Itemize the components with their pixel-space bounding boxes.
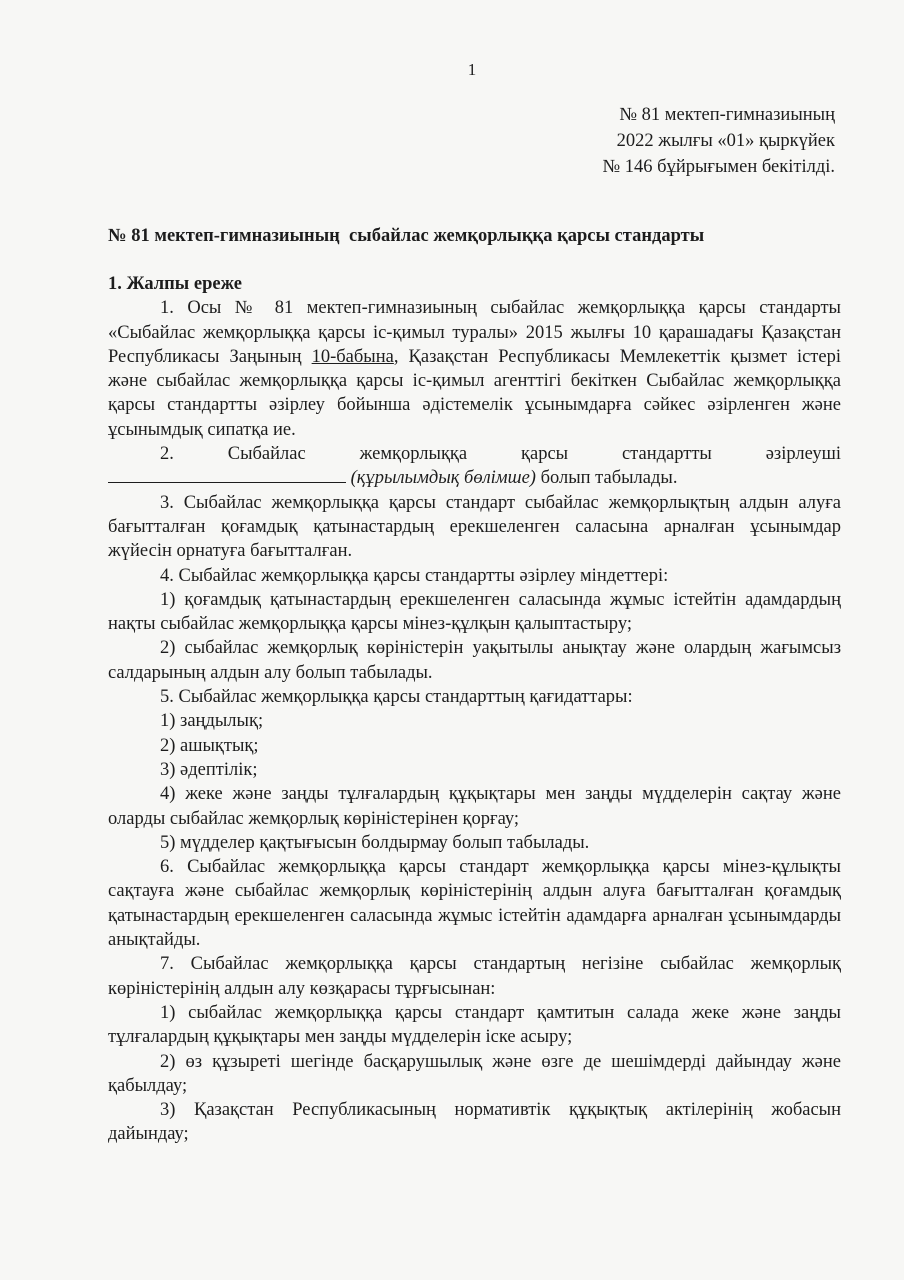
paragraph-5-item-1: 1) заңдылық; [160,711,264,732]
law-article-link[interactable]: 10-бабына [311,346,394,367]
paragraph-1 [108,296,841,442]
paragraph-7-item-1: 1) сыбайлас жемқорлыққа қарсы стандарт қамтитын салада жеке және заңды тұлғалардың құқықтары мен заңды мүдделерін іске асыру; [108,1002,841,1048]
paragraph-2-italic: (құрылымдық бөлімше) [350,468,536,489]
paragraph-4: 4. Сыбайлас жемқорлыққа қарсы стандартты әзірлеу міндеттері: [160,565,669,586]
paragraph-5-item-5: 5) мүдделер қақтығысын болдырмау болып табылады. [160,832,590,853]
page-number: 1 [467,60,477,79]
paragraph-1-text-a: 1. Осы № 81 мектеп-гимназиының сыбайлас жемқорлыққа қарсы стандарты «Сыбайлас жемқорлыққа қарсы іс-қимыл туралы» 2015 жылғы 10 қарашадағы Қазақстан Республикасы Заңының [108,298,841,367]
fill-in-blank [108,466,346,483]
paragraph-4-item-2: 2) сыбайлас жемқорлық көріністерін уақытылы анықтау және олардың жағымсыз салдарының алдын алу болып табылады. [108,638,841,683]
paragraph-7: 7. Сыбайлас жемқорлыққа қарсы стандартың негізіне сыбайлас жемқорлық көріністерінің алдын алу көзқарасы тұрғысынан: [108,954,841,999]
paragraph-3: 3. Сыбайлас жемқорлыққа қарсы стандарт сыбайлас жемқорлықтың алдын алуға бағытталған қоғамдық қатынастардың ерекшеленген саласына арналған ұсынымдар жүйесін орнатуға бағытталған. [108,492,841,562]
paragraph-4-item-1: 1) қоғамдық қатынастардың ерекшеленген саласында жұмыс істейтін адамдардың нақты сыбайлас жемқорлыққа қарсы мінез-құлқын қалыптастыру; [108,589,841,635]
approval-line-1: № 81 мектеп-гимназиының [619,105,835,125]
paragraph-2-line-2 [108,466,841,490]
paragraph-2-line-1: 2. Сыбайлас жемқорлыққа қарсы стандартты әзірлеуші [160,444,841,465]
paragraph-6: 6. Сыбайлас жемқорлыққа қарсы стандарт жемқорлыққа қарсы мінез-құлықты сақтауға және сыбайлас жемқорлық көріністерінің алдын алуға бағытталған қоғамдық қатынастардың ерекшеленген саласында жұмыс істейтін адамдарға арналған ұсынымдарды анықтайды. [108,857,841,951]
paragraph-2-rest: болып табылады. [535,468,678,489]
paragraph-5-item-4: 4) жеке және заңды тұлғалардың құқықтары мен заңды мүдделерін сақтау және оларды сыбайлас жемқорлық көріністерінен қорғау; [108,784,841,829]
approval-line-3: № 146 бұйрығымен бекітілді. [602,157,835,177]
paragraph-5-item-3: 3) әдептілік; [160,759,258,780]
paragraph-7-item-2: 2) өз құзыреті шегінде басқарушылық және өзге де шешімдерді дайындау және қабылдау; [108,1051,841,1096]
paragraph-1-text-b: , Қазақстан Республикасы Мемлекеттік қызмет істері және сыбайлас жемқорлыққа қарсы іс-қимыл агенттігі бекіткен Сыбайлас жемқорлыққа қарсы стандартты әзірлеу бойынша әдістемелік ұсынымдарға сәйкес әзірленген және ұсынымдық сипатқа ие. [108,346,841,440]
document-title: № 81 мектеп-гимназиының сыбайлас жемқорлыққа қарсы стандарты [108,226,705,246]
approval-block [603,102,836,180]
approval-line-2: 2022 жылғы «01» қыркүйек [616,131,835,151]
paragraph-5-item-2: 2) ашықтық; [160,735,259,756]
section-heading: 1. Жалпы ереже [108,274,242,294]
paragraph-7-item-3: 3) Қазақстан Республикасының нормативтік құқықтық актілерінің жобасын дайындау; [108,1100,841,1145]
paragraph-5: 5. Сыбайлас жемқорлыққа қарсы стандарттың қағидаттары: [160,687,633,708]
document-body [108,272,841,1147]
